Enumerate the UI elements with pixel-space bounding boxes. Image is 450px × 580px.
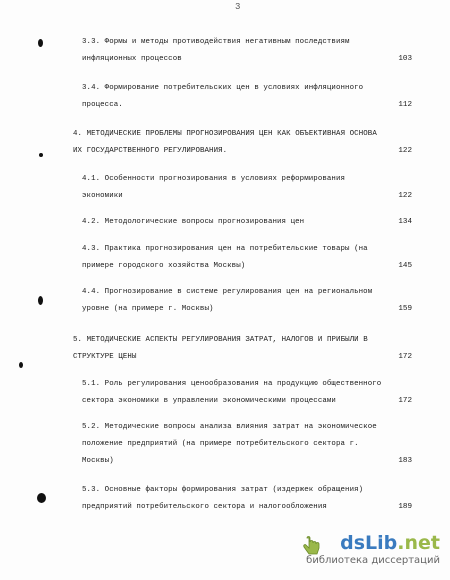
toc-entry-title-line: 3.3. Формы и методы противодействия негативным последствиям <box>82 38 350 46</box>
toc-entry <box>82 482 363 516</box>
toc-entry <box>73 126 377 160</box>
toc-entry-page-number: 172 <box>398 397 412 405</box>
toc-entry-page-number: 122 <box>398 192 412 200</box>
toc-entry <box>73 332 368 366</box>
toc-entry-title-line: процесса. <box>82 101 123 109</box>
toc-entry-title-line: положение предприятий (на примере потребительского сектора г. <box>82 440 359 448</box>
toc-entry-title-line: 5. МЕТОДИЧЕСКИЕ АСПЕКТЫ РЕГУЛИРОВАНИЯ ЗАТРАТ, НАЛОГОВ И ПРИБЫЛИ В <box>73 336 368 344</box>
toc-entry-title-line: СТРУКТУРЕ ЦЕНЫ <box>73 353 137 361</box>
toc-entry-title-line: уровне (на примере г. Москвы) <box>82 305 214 313</box>
toc-entry-title-line: 4.4. Прогнозирование в системе регулирования цен на региональном <box>82 288 373 296</box>
toc-entry-title-line: 5.3. Основные факторы формирования затрат (издержек обращения) <box>82 486 364 494</box>
toc-entry-page-number: 159 <box>398 305 412 313</box>
toc-entry-title-line: 4.1. Особенности прогнозирования в условиях реформирования <box>82 175 346 183</box>
toc-entry-title-line: примере городского хозяйства Москвы) <box>82 262 246 270</box>
toc-entry-page-number: 172 <box>398 353 412 361</box>
toc-entry-title-line: ИХ ГОСУДАРСТВЕННОГО РЕГУЛИРОВАНИЯ. <box>73 147 228 155</box>
toc-entry <box>82 214 304 231</box>
toc-entry-title-line: сектора экономики в управлении экономическими процессами <box>82 397 336 405</box>
page-number: 3 <box>235 2 241 12</box>
toc-entry-page-number: 134 <box>398 218 412 226</box>
toc-entry-page-number: 112 <box>398 101 412 109</box>
watermark-subtitle: библиотека диссертаций <box>306 555 440 566</box>
toc-entry-page-number: 183 <box>398 457 412 465</box>
toc-entry-title-line: 3.4. Формирование потребительских цен в условиях инфляционного <box>82 84 364 92</box>
toc-entry-title-line: инфляционных процессов <box>82 55 182 63</box>
watermark <box>280 532 440 572</box>
watermark-logo <box>340 532 440 554</box>
toc-entry <box>82 284 372 318</box>
toc-entry-page-number: 145 <box>398 262 412 270</box>
toc-entry-title-line: экономики <box>82 192 123 200</box>
watermark-logo-suffix: .net <box>397 532 440 554</box>
toc-entry-title-line: 4.2. Методологические вопросы прогнозирования цен <box>82 218 305 226</box>
toc-entry <box>82 34 350 68</box>
toc-entry <box>82 80 363 114</box>
toc-entry-page-number: 103 <box>398 55 412 63</box>
toc-entry <box>82 171 345 205</box>
toc-entry <box>82 419 377 470</box>
toc-entry-title-line: 4. МЕТОДИЧЕСКИЕ ПРОБЛЕМЫ ПРОГНОЗИРОВАНИЯ ЦЕН КАК ОБЪЕКТИВНАЯ ОСНОВА <box>73 130 377 138</box>
toc-entry-page-number: 122 <box>398 147 412 155</box>
toc-entry-title-line: 5.1. Роль регулирования ценообразования на продукцию общественного <box>82 380 382 388</box>
toc-entry-title-line: 4.3. Практика прогнозирования цен на потребительские товары (на <box>82 245 368 253</box>
toc-entry-page-number: 189 <box>398 503 412 511</box>
toc-entry-title-line: 5.2. Методические вопросы анализа влияния затрат на экономическое <box>82 423 377 431</box>
toc-entry-title-line: предприятий потребительского сектора и налогообложения <box>82 503 327 511</box>
toc-entry <box>82 241 368 275</box>
watermark-logo-main: dsLib <box>340 532 398 554</box>
toc-entry-title-line: Москвы) <box>82 457 114 465</box>
toc-entry <box>82 376 381 410</box>
